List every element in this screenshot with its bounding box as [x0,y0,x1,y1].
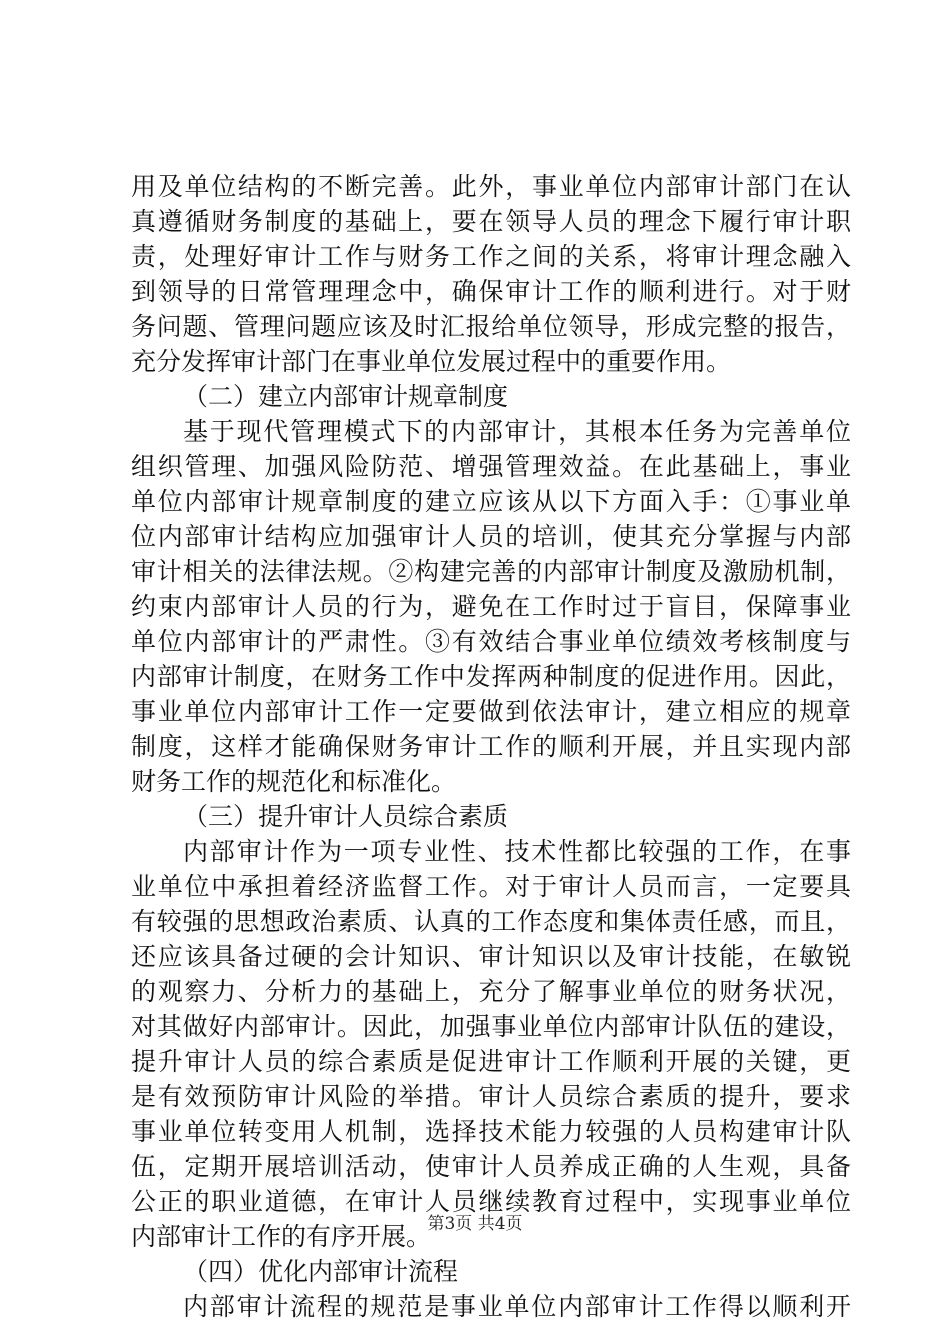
text-line: 组织管理、加强风险防范、增强管理效益。在此基础上，事业 [131,452,851,481]
text-line: 用及单位结构的不断完善。此外，事业单位内部审计部门在认 [131,172,851,201]
text-line: 伍，定期开展培训活动，使审计人员养成正确的人生观，具备 [131,1152,851,1181]
text-line: 有较强的思想政治素质、认真的工作态度和集体责任感，而且， [131,907,851,936]
text-line: 是有效预防审计风险的举措。审计人员综合素质的提升，要求 [131,1082,851,1111]
text-line: 内部审计作为一项专业性、技术性都比较强的工作，在事 [183,837,851,866]
text-line: （四）优化内部审计流程 [183,1257,459,1286]
page-footer: 第3页 共4页 [427,1214,523,1234]
text-line: 还应该具备过硬的会计知识、审计知识以及审计技能，在敏锐 [131,942,851,971]
text-line: 的观察力、分析力的基础上，充分了解事业单位的财务状况， [131,977,851,1006]
text-line: 公正的职业道德，在审计人员继续教育过程中，实现事业单位 [131,1187,851,1216]
text-line: 事业单位转变用人机制，选择技术能力较强的人员构建审计队 [131,1117,851,1146]
text-line: 财务工作的规范化和标准化。 [131,767,457,796]
text-line: 单位内部审计规章制度的建立应该从以下方面入手：①事业单 [131,487,851,516]
text-line: 责，处理好审计工作与财务工作之间的关系，将审计理念融入 [131,242,851,271]
text-line: 单位内部审计的严肃性。③有效结合事业单位绩效考核制度与 [131,627,851,656]
document-body [131,169,851,1324]
text-line: 位内部审计结构应加强审计人员的培训，使其充分掌握与内部 [131,522,851,551]
text-line: 基于现代管理模式下的内部审计，其根本任务为完善单位 [183,417,851,446]
text-line: 到领导的日常管理理念中，确保审计工作的顺利进行。对于财 [131,277,851,306]
text-line: 务问题、管理问题应该及时汇报给单位领导，形成完整的报告， [131,312,851,341]
text-line: 对其做好内部审计。因此，加强事业单位内部审计队伍的建设， [131,1012,851,1041]
text-line: 充分发挥审计部门在事业单位发展过程中的重要作用。 [131,347,732,376]
text-line: 事业单位内部审计工作一定要做到依法审计，建立相应的规章 [131,697,851,726]
text-line: （二）建立内部审计规章制度 [183,382,509,411]
text-line: 约束内部审计人员的行为，避免在工作时过于盲目，保障事业 [131,592,851,621]
text-line: 内部审计工作的有序开展。 [131,1222,432,1251]
text-line: 制度，这样才能确保财务审计工作的顺利开展，并且实现内部 [131,732,851,761]
text-line: 内部审计流程的规范是事业单位内部审计工作得以顺利开 [183,1292,851,1321]
text-line: 提升审计人员的综合素质是促进审计工作顺利开展的关键，更 [131,1047,851,1076]
text-line: （三）提升审计人员综合素质 [183,802,509,831]
text-line: 审计相关的法律法规。②构建完善的内部审计制度及激励机制， [131,557,851,586]
text-line: 内部审计制度，在财务工作中发挥两种制度的促进作用。因此， [131,662,851,691]
text-line: 业单位中承担着经济监督工作。对于审计人员而言，一定要具 [131,872,851,901]
text-line: 真遵循财务制度的基础上，要在领导人员的理念下履行审计职 [131,207,851,236]
